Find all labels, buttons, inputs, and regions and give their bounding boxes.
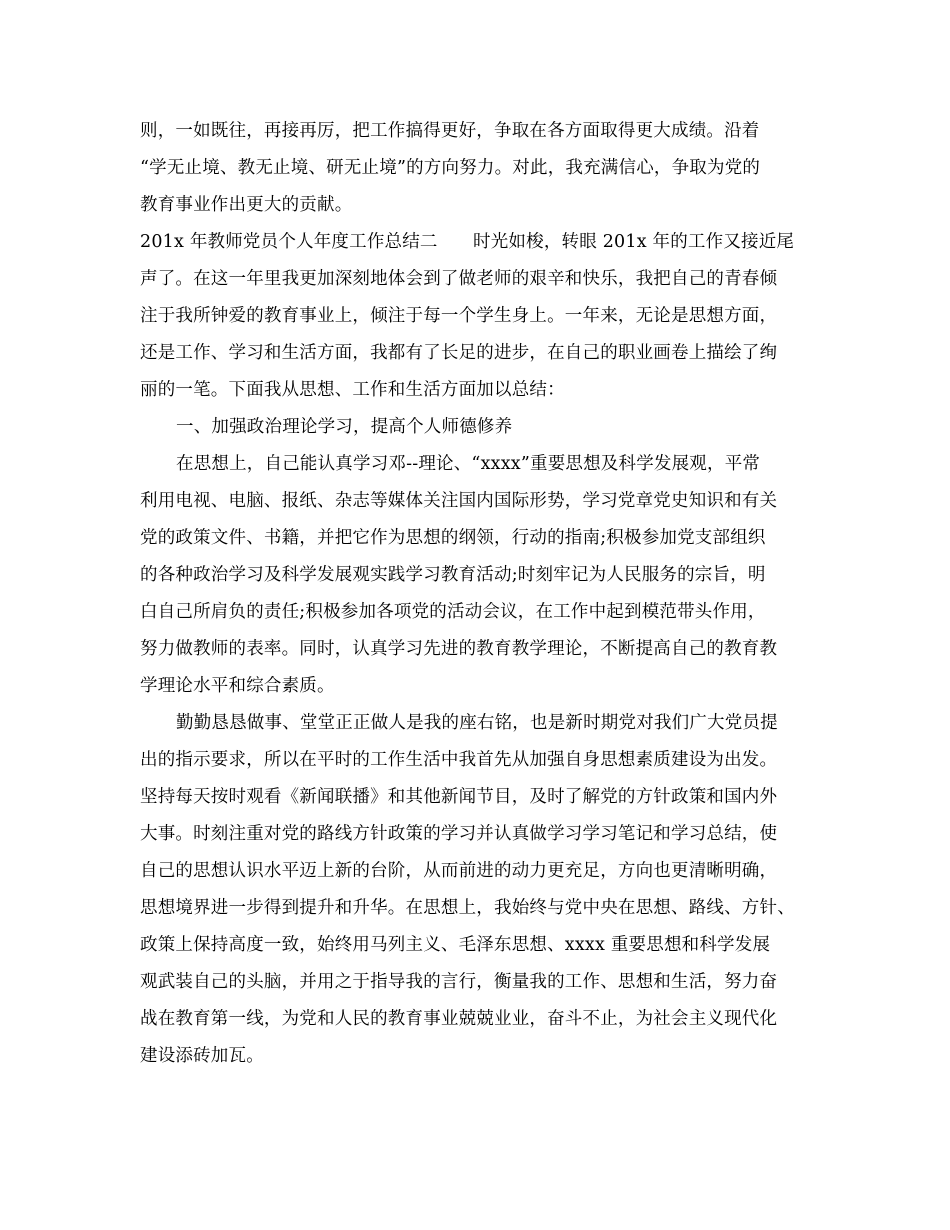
- text-line: 出的指示要求，所以在平时的工作生活中我首先从加强自身思想素质建设为出发。: [140, 750, 778, 770]
- text-line: 政策上保持高度一致，始终用马列主义、毛泽东思想、xxxx 重要思想和科学发展: [140, 935, 771, 955]
- text-line: 白自己所肩负的责任;积极参加各项党的活动会议，在工作中起到模范带头作用，: [140, 602, 766, 622]
- paragraph-start-line: 勤勤恳恳做事、堂堂正正做人是我的座右铭，也是新时期党对我们广大党员提: [176, 713, 778, 733]
- text-line: 的各种政治学习及科学发展观实践学习教育活动;时刻牢记为人民服务的宗旨，明: [140, 565, 766, 585]
- section-heading-line: 201x 年教师党员个人年度工作总结二 时光如梭，转眼 201x 年的工作又接近尾: [140, 232, 795, 252]
- text-line: 建设添砖加瓦。: [140, 1046, 264, 1066]
- text-line: 则，一如既往，再接再厉，把工作搞得更好，争取在各方面取得更大成绩。沿着: [140, 121, 760, 141]
- text-line: 战在教育第一线，为党和人民的教育事业兢兢业业，奋斗不止，为社会主义现代化: [140, 1009, 778, 1029]
- text-line: 丽的一笔。下面我从思想、工作和生活方面加以总结：: [140, 380, 565, 400]
- text-line: 思想境界进一步得到提升和升华。在思想上，我始终与党中央在思想、路线、方针、: [140, 898, 795, 918]
- text-line: 党的政策文件、书籍，并把它作为思想的纲领，行动的指南;积极参加党支部组织: [140, 528, 766, 548]
- text-line: 坚持每天按时观看《新闻联播》和其他新闻节目，及时了解党的方针政策和国内外: [140, 787, 778, 807]
- text-line: 观武装自己的头脑，并用之于指导我的言行，衡量我的工作、思想和生活，努力奋: [140, 972, 778, 992]
- text-line: 声了。在这一年里我更加深刻地体会到了做老师的艰辛和快乐，我把自己的青春倾: [140, 269, 778, 289]
- text-line: 努力做教师的表率。同时，认真学习先进的教育教学理论，不断提高自己的教育教: [140, 639, 778, 659]
- paragraph-start-line: 在思想上，自己能认真学习邓--理论、“xxxx”重要思想及科学发展观，平常: [176, 454, 761, 474]
- text-line: 学理论水平和综合素质。: [140, 676, 335, 696]
- text-line: 还是工作、学习和生活方面，我都有了长足的进步，在自己的职业画卷上描绘了绚: [140, 343, 778, 363]
- text-line: 教育事业作出更大的贡献。: [140, 195, 353, 215]
- text-line: 大事。时刻注重对党的路线方针政策的学习并认真做学习学习笔记和学习总结，使: [140, 824, 778, 844]
- text-line: 自己的思想认识水平迈上新的台阶，从而前进的动力更充足，方向也更清晰明确，: [140, 861, 778, 881]
- text-line: 利用电视、电脑、报纸、杂志等媒体关注国内国际形势，学习党章党史知识和有关: [140, 491, 778, 511]
- text-line: “学无止境、教无止境、研无止境”的方向努力。对此，我充满信心，争取为党的: [140, 158, 761, 178]
- text-line: 注于我所钟爱的教育事业上，倾注于每一个学生身上。一年来，无论是思想方面，: [140, 306, 778, 326]
- subheading-line: 一、加强政治理论学习，提高个人师德修养: [176, 417, 513, 437]
